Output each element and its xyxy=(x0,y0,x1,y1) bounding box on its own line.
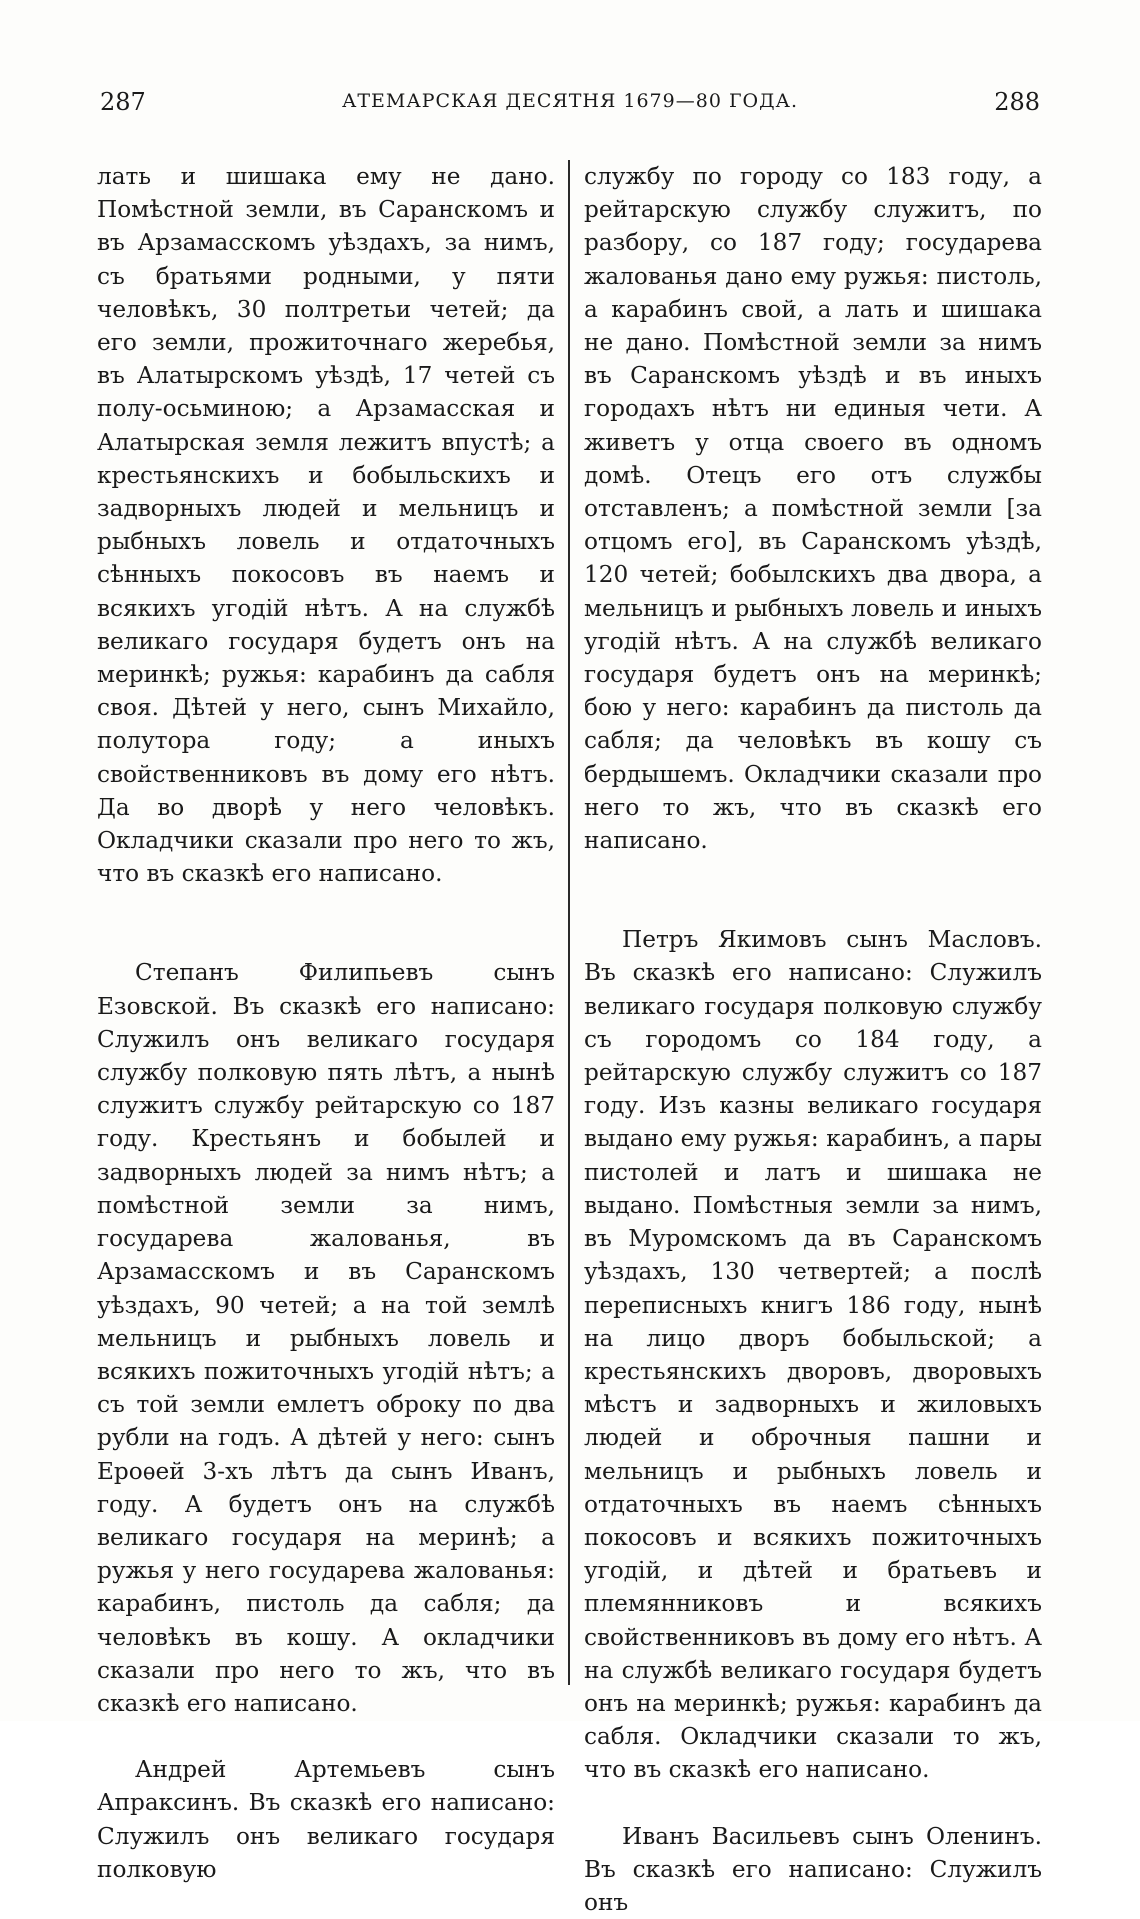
entry-maslov: Петръ Якимовъ сынъ Масловъ. Въ сказкѣ его написано: Служилъ великаго государя полковую службу съ городомъ со 184 году, а рейтарскую службу служитъ со 187 году. Изъ казны великаго государя выдано ему ружья: карабинъ, а пары пистолей и латъ и шишака не выдано. Помѣстныя земли за нимъ, въ Муромскомъ да въ Саранскомъ уѣздахъ, 130 четвертей; а послѣ переписныхъ книгъ 186 году, нынѣ на лицо дворъ бобыльской; а крестьянскихъ дворовъ, дворовыхъ мѣстъ и задворныхъ и жиловыхъ людей и оброчныя пашни и мельницъ и рыбныхъ ловель и отдаточныхъ въ наемъ сѣнныхъ покосовъ и всякихъ пожиточныхъ угодій, и дѣтей и братьевъ и племянниковъ и всякихъ свойственниковъ въ дому его нѣтъ. А на службѣ великаго государя будетъ онъ на меринкѣ; ружья: карабинъ да сабля. Окладчики сказали то жъ, что въ сказкѣ его написано. xyxy=(584,926,1042,1784)
right-column xyxy=(584,160,1042,1916)
entry-olenin: Иванъ Васильевъ сынъ Оленинъ. Въ сказкѣ его написано: Служилъ онъ xyxy=(584,1822,1042,1916)
page-number-right: 288 xyxy=(994,88,1040,116)
column-divider xyxy=(568,160,570,1685)
paragraph-gap xyxy=(97,890,555,956)
paragraph-continuation: лать и шишака ему не дано. Помѣстной земли, въ Саранскомъ и въ Арзамасскомъ уѣздахъ, за нимъ, съ братьями родными, у пяти человѣкъ, 30 полтретьи четей; да его земли, прожиточнаго жеребья, въ Алатырскомъ уѣздѣ, 17 четей съ полу-осьминою; а Арзамасская и Алатырская земля лежитъ впустѣ; а крестьянскихъ и бобыльскихъ и задворныхъ людей и мельницъ и рыбныхъ ловель и отдаточныхъ сѣнныхъ покосовъ въ наемъ и всякихъ угодій нѣтъ. А на службѣ великаго государя будетъ онъ на меринкѣ; ружья: карабинъ да сабля своя. Дѣтей у него, сынъ Михайло, полутора году; а иныхъ свойственниковъ въ дому его нѣтъ. Да во дворѣ у него человѣкъ. Окладчики сказали про него то жъ, что въ сказкѣ его написано. xyxy=(97,163,555,888)
page-number-left: 287 xyxy=(100,88,146,116)
paragraph-continuation-apraksin: службу по городу со 183 году, а рейтарскую службу служитъ, по разбору, со 187 году; государева жалованья дано ему ружья: пистоль, а карабинъ свой, а лать и шишака не дано. Помѣстной земли за нимъ въ Саранскомъ уѣздѣ и въ иныхъ городахъ нѣтъ ни единыя чети. А живетъ у отца своего въ одномъ домѣ. Отецъ его отъ службы отставленъ; а помѣстной земли [за отцомъ его], въ Саранскомъ уѣздѣ, 120 четей; бобылскихъ два двора, а мельницъ и рыбныхъ ловель и иныхъ угодій нѣтъ. А на службѣ великаго государя будетъ онъ на меринкѣ; бою у него: карабинъ да пистоль да сабля; да человѣкъ въ кошу съ бердышемъ. Окладчики сказали про него то жъ, что въ сказкѣ его написано. xyxy=(584,163,1042,855)
page-header xyxy=(100,88,1040,128)
running-title: АТЕМАРСКАЯ ДЕСЯТНЯ 1679—80 ГОДА. xyxy=(341,90,798,112)
entry-apraksin: Андрей Артемьевъ сынъ Апраксинъ. Въ сказкѣ его написано: Служилъ онъ великаго государя полковую xyxy=(97,1756,555,1883)
paragraph-gap xyxy=(97,1720,555,1753)
left-column xyxy=(97,160,555,1883)
paragraph-gap xyxy=(584,1787,1042,1820)
paragraph-gap xyxy=(584,857,1042,923)
entry-ezovskoy: Степанъ Филипьевъ сынъ Езовской. Въ сказкѣ его написано: Служилъ онъ великаго государя службу полковую пять лѣтъ, а нынѣ служитъ службу рейтарскую со 187 году. Крестьянъ и бобылей и задворныхъ людей за нимъ нѣтъ; а помѣстной земли за нимъ, государева жалованья, въ Арзамасскомъ и въ Саранскомъ уѣздахъ, 90 четей; а на той землѣ мельницъ и рыбныхъ ловель и всякихъ пожиточныхъ угодій нѣтъ; а съ той земли емлетъ оброку по два рубли на годъ. А дѣтей у него: сынъ Ероѳей 3-хъ лѣтъ да сынъ Иванъ, году. А будетъ онъ на службѣ великаго государя на меринѣ; а ружья у него государева жалованья: карабинъ, пистоль да сабля; да человѣкъ въ кошу. А окладчики сказали про него то жъ, что въ сказкѣ его написано. xyxy=(97,959,555,1717)
